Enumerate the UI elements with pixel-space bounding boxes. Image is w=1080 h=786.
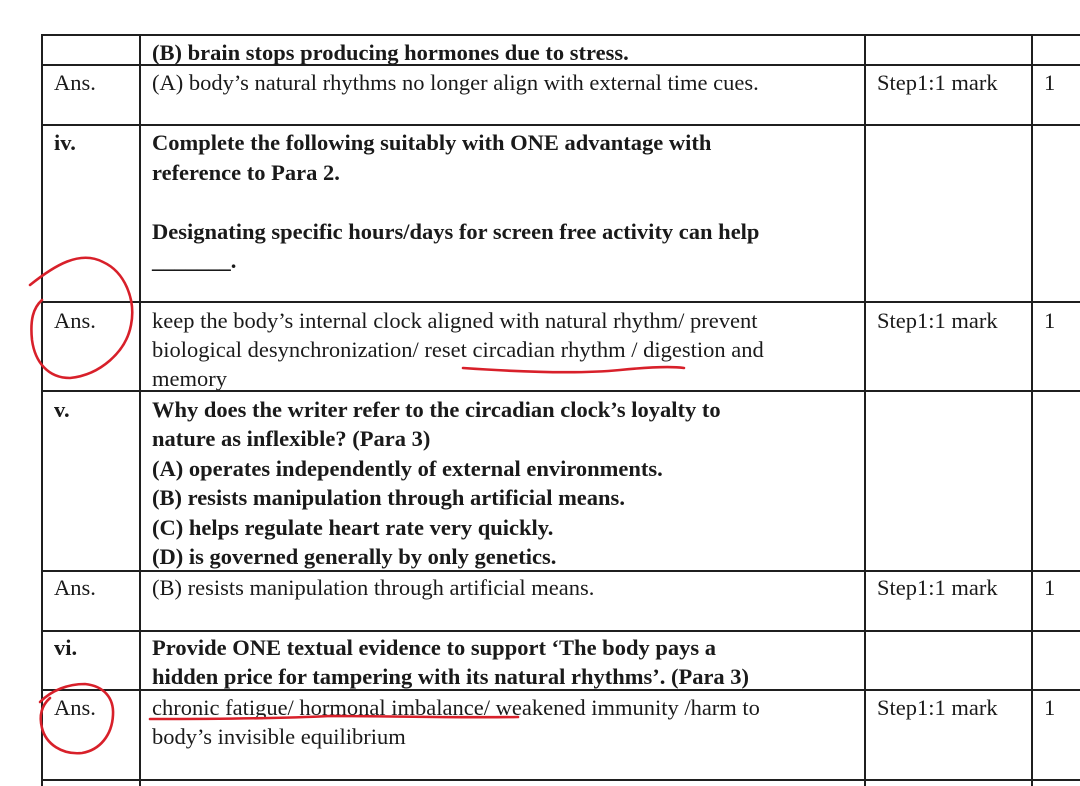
underline-mark xyxy=(150,716,518,719)
answer-text: memory xyxy=(152,366,227,391)
question-text: Why does the writer refer to the circadian clock’s loyalty to xyxy=(152,397,721,422)
answer-text: (B) resists manipulation through artificial means. xyxy=(152,575,595,600)
total-marks: 1 xyxy=(1044,695,1056,720)
question-text: hidden price for tampering with its natural rhythms’. (Para 3) xyxy=(152,664,750,689)
underline-mark xyxy=(463,367,684,372)
step-marks: Step1:1 mark xyxy=(877,695,998,720)
question-number: vi. xyxy=(54,635,78,660)
question-option: (D) is governed generally by only genetics. xyxy=(152,544,557,569)
question-option: (C) helps regulate heart rate very quickly. xyxy=(152,515,554,540)
row-label: Ans. xyxy=(54,308,96,333)
question-text: Provide ONE textual evidence to support ‘The body pays a xyxy=(152,635,716,660)
answer-text: biological desynchronization/ reset circadian rhythm / digestion and xyxy=(152,337,764,362)
question-text: Designating specific hours/days for screen free activity can help xyxy=(152,219,760,244)
answer-text: chronic fatigue/ hormonal imbalance/ weakened immunity /harm to xyxy=(152,695,760,720)
question-blank: _______. xyxy=(152,248,237,273)
answer-text: body’s invisible equilibrium xyxy=(152,724,406,749)
row-label: Ans. xyxy=(54,575,96,600)
question-number: v. xyxy=(54,397,70,422)
answer-text: (A) body’s natural rhythms no longer align with external time cues. xyxy=(152,70,759,95)
circle-mark-ans xyxy=(30,258,132,378)
total-marks: 1 xyxy=(1044,308,1056,333)
question-number: iv. xyxy=(54,130,76,155)
answer-text: keep the body’s internal clock aligned with natural rhythm/ prevent xyxy=(152,308,758,333)
question-text: reference to Para 2. xyxy=(152,160,340,185)
total-marks: 1 xyxy=(1044,70,1056,95)
step-marks: Step1:1 mark xyxy=(877,575,998,600)
question-option: (B) brain stops producing hormones due to stress. xyxy=(152,40,629,65)
circle-mark-ans xyxy=(40,684,113,753)
question-text: Complete the following suitably with ONE advantage with xyxy=(152,130,712,155)
step-marks: Step1:1 mark xyxy=(877,70,998,95)
question-option: (A) operates independently of external environments. xyxy=(152,456,663,481)
step-marks: Step1:1 mark xyxy=(877,308,998,333)
ink-strokes xyxy=(30,258,684,754)
row-label: Ans. xyxy=(54,695,96,720)
row-label: Ans. xyxy=(54,70,96,95)
question-option: (B) resists manipulation through artificial means. xyxy=(152,485,625,510)
question-text: nature as inflexible? (Para 3) xyxy=(152,426,431,451)
total-marks: 1 xyxy=(1044,575,1056,600)
